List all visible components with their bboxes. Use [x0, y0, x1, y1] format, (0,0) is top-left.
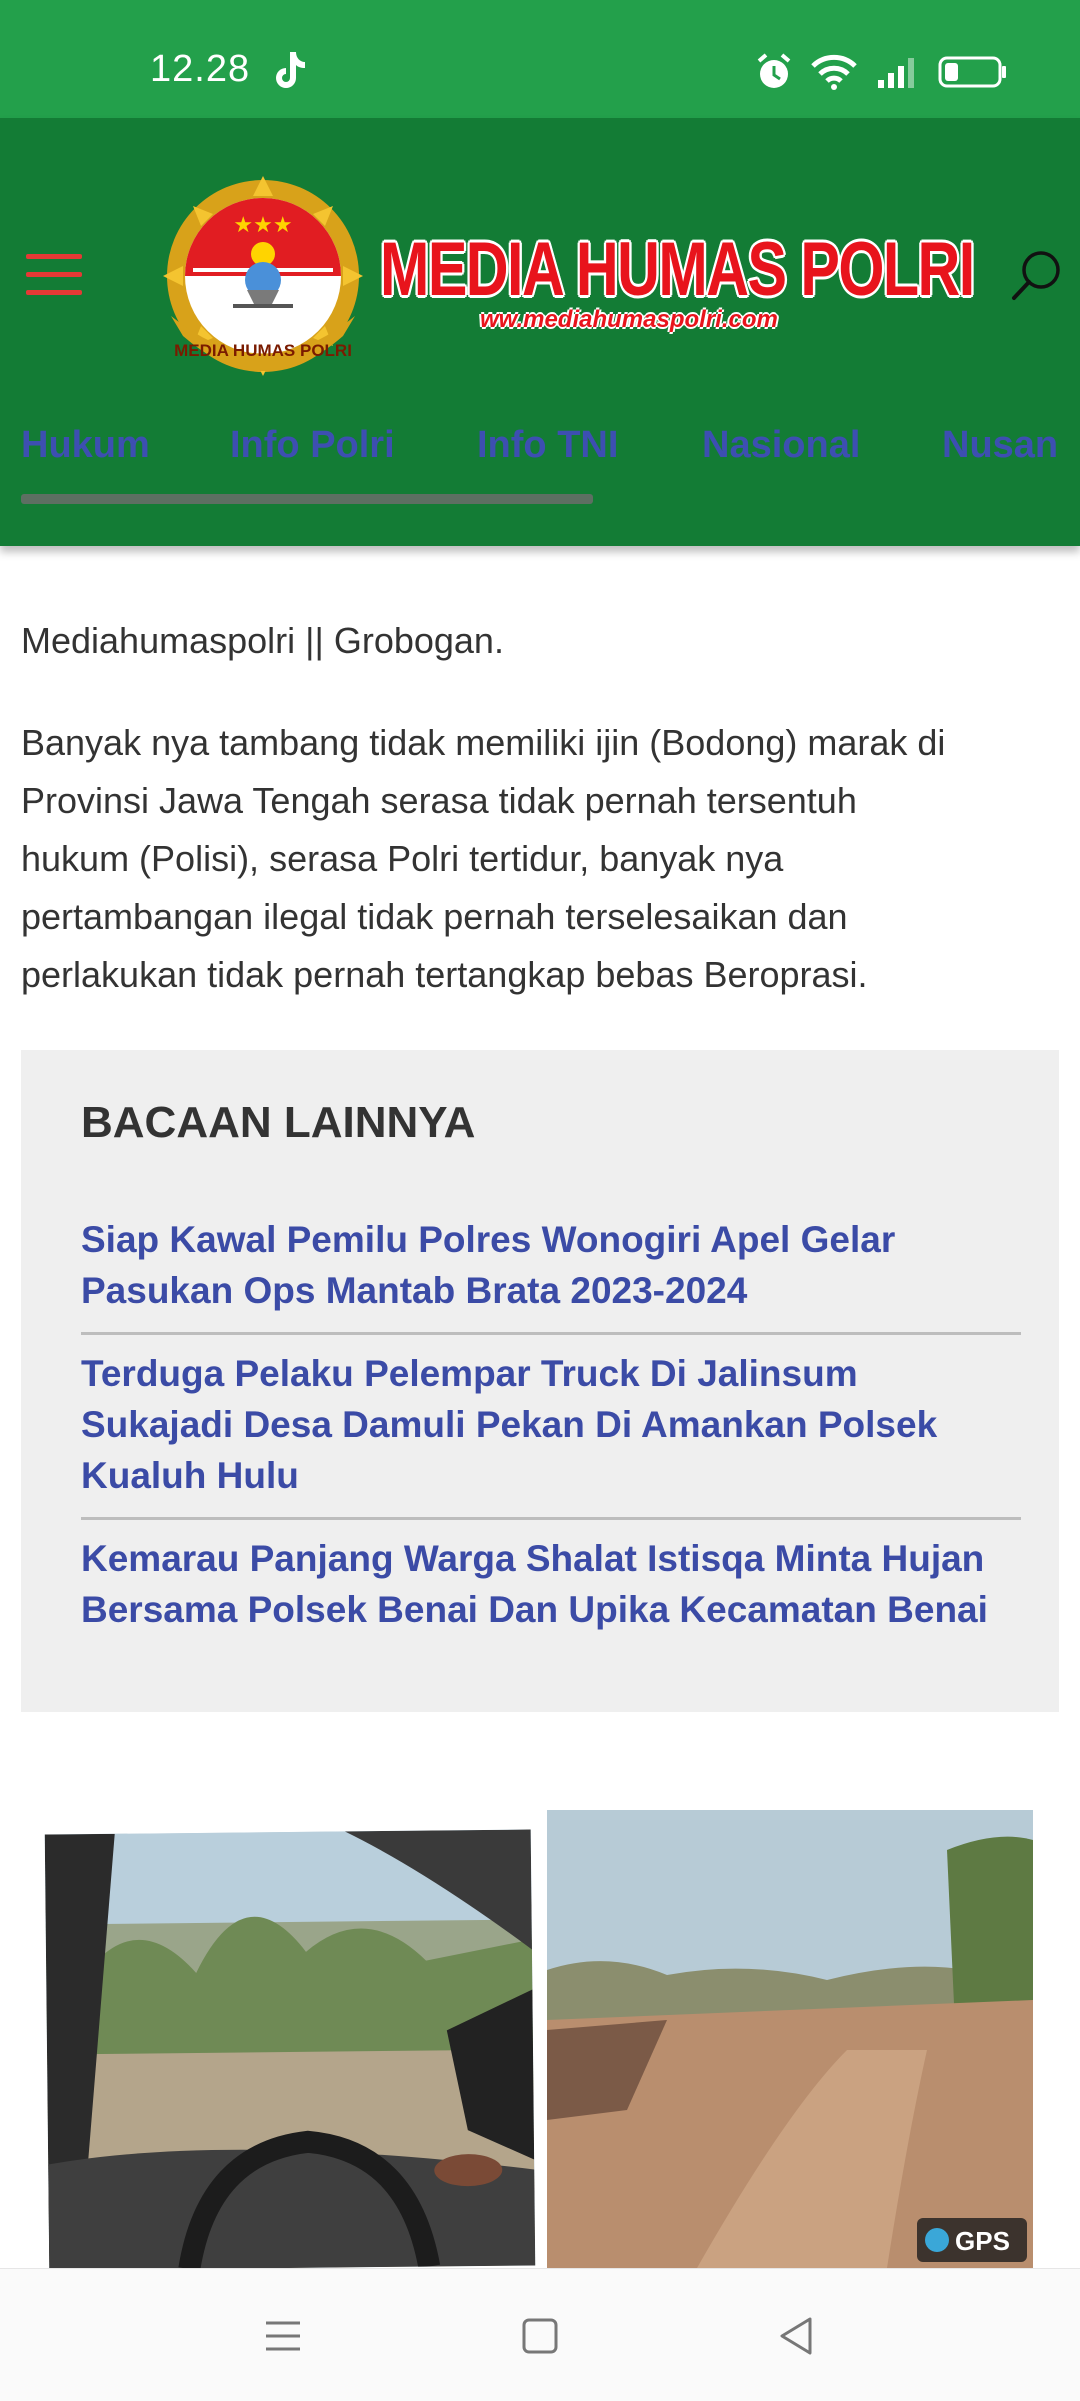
paragraph-line: hukum (Polisi), serasa Polri tertidur, banyak nya — [21, 838, 784, 879]
category-tabs — [0, 414, 1080, 484]
alarm-icon — [756, 53, 792, 91]
related-link-line[interactable]: Sukajadi Desa Damuli Pekan Di Amankan Polsek — [81, 1404, 938, 1445]
svg-text:★★★: ★★★ — [233, 212, 293, 237]
related-heading: BACAAN LAINNYA — [81, 1098, 476, 1147]
search-icon[interactable] — [1006, 246, 1066, 306]
emblem-text: MEDIA HUMAS POLRI — [174, 341, 352, 360]
related-link-line[interactable]: Bersama Polsek Benai Dan Upika Kecamatan Benai — [81, 1589, 988, 1630]
tab-info-tni[interactable]: Info TNI — [477, 424, 619, 466]
related-link-line[interactable]: Pasukan Ops Mantab Brata 2023-2024 — [81, 1270, 748, 1311]
article-paragraph — [21, 714, 1051, 1004]
divider — [81, 1332, 1021, 1335]
signal-icon — [876, 54, 920, 90]
tab-info-polri[interactable]: Info Polri — [230, 424, 395, 466]
related-link-3[interactable] — [81, 1533, 999, 1635]
paragraph-line: perlakukan tidak pernah tertangkap bebas Beroprasi. — [21, 954, 868, 995]
mining-road-photo — [547, 1810, 1033, 2268]
related-link-line[interactable]: Terduga Pelaku Pelempar Truck Di Jalinsum — [81, 1353, 858, 1394]
tab-hukum[interactable]: Hukum — [21, 424, 150, 466]
logo-title: MEDIA HUMAS POLRI — [380, 227, 974, 312]
logo-url: ww.mediahumaspolri.com — [480, 306, 778, 333]
back-triangle-icon[interactable] — [772, 2311, 822, 2361]
related-link-line[interactable]: Siap Kawal Pemilu Polres Wonogiri Apel Gelar — [81, 1219, 896, 1260]
hamburger-menu-button[interactable] — [26, 254, 82, 298]
site-logo[interactable] — [148, 176, 974, 376]
related-articles-box — [21, 1050, 1059, 1712]
menu-lines-icon[interactable] — [258, 2311, 308, 2361]
battery-icon — [938, 55, 1008, 89]
article-dateline: Mediahumaspolri || Grobogan. — [21, 620, 504, 661]
emblem-icon — [148, 176, 378, 376]
tab-nusantara[interactable]: Nusan — [942, 424, 1059, 466]
tiktok-icon — [270, 50, 306, 90]
status-time: 12.28 — [150, 48, 251, 90]
system-nav-bar — [0, 2268, 1080, 2401]
article-photo-left[interactable] — [45, 1829, 536, 2270]
tab-scroll-indicator[interactable] — [21, 494, 593, 504]
home-square-icon[interactable] — [515, 2311, 565, 2361]
status-icons — [756, 50, 1008, 94]
paragraph-line: pertambangan ilegal tidak pernah terselesaikan dan — [21, 896, 848, 937]
gps-badge: GPS — [955, 2226, 1010, 2256]
divider — [81, 1517, 1021, 1520]
related-link-line[interactable]: Kualuh Hulu — [81, 1455, 299, 1496]
paragraph-line: Banyak nya tambang tidak memiliki ijin (Bodong) marak di — [21, 722, 946, 763]
related-link-2[interactable] — [81, 1348, 999, 1501]
related-link-1[interactable] — [81, 1214, 999, 1316]
wifi-icon — [810, 53, 858, 91]
tab-nasional[interactable]: Nasional — [702, 424, 861, 466]
related-link-line[interactable]: Kemarau Panjang Warga Shalat Istisqa Minta Hujan — [81, 1538, 985, 1579]
article-photo-right[interactable] — [547, 1810, 1033, 2268]
car-interior-photo — [45, 1829, 536, 2270]
status-bar — [0, 0, 1080, 118]
site-header — [0, 118, 1080, 546]
paragraph-line: Provinsi Jawa Tengah serasa tidak pernah tersentuh — [21, 780, 857, 821]
